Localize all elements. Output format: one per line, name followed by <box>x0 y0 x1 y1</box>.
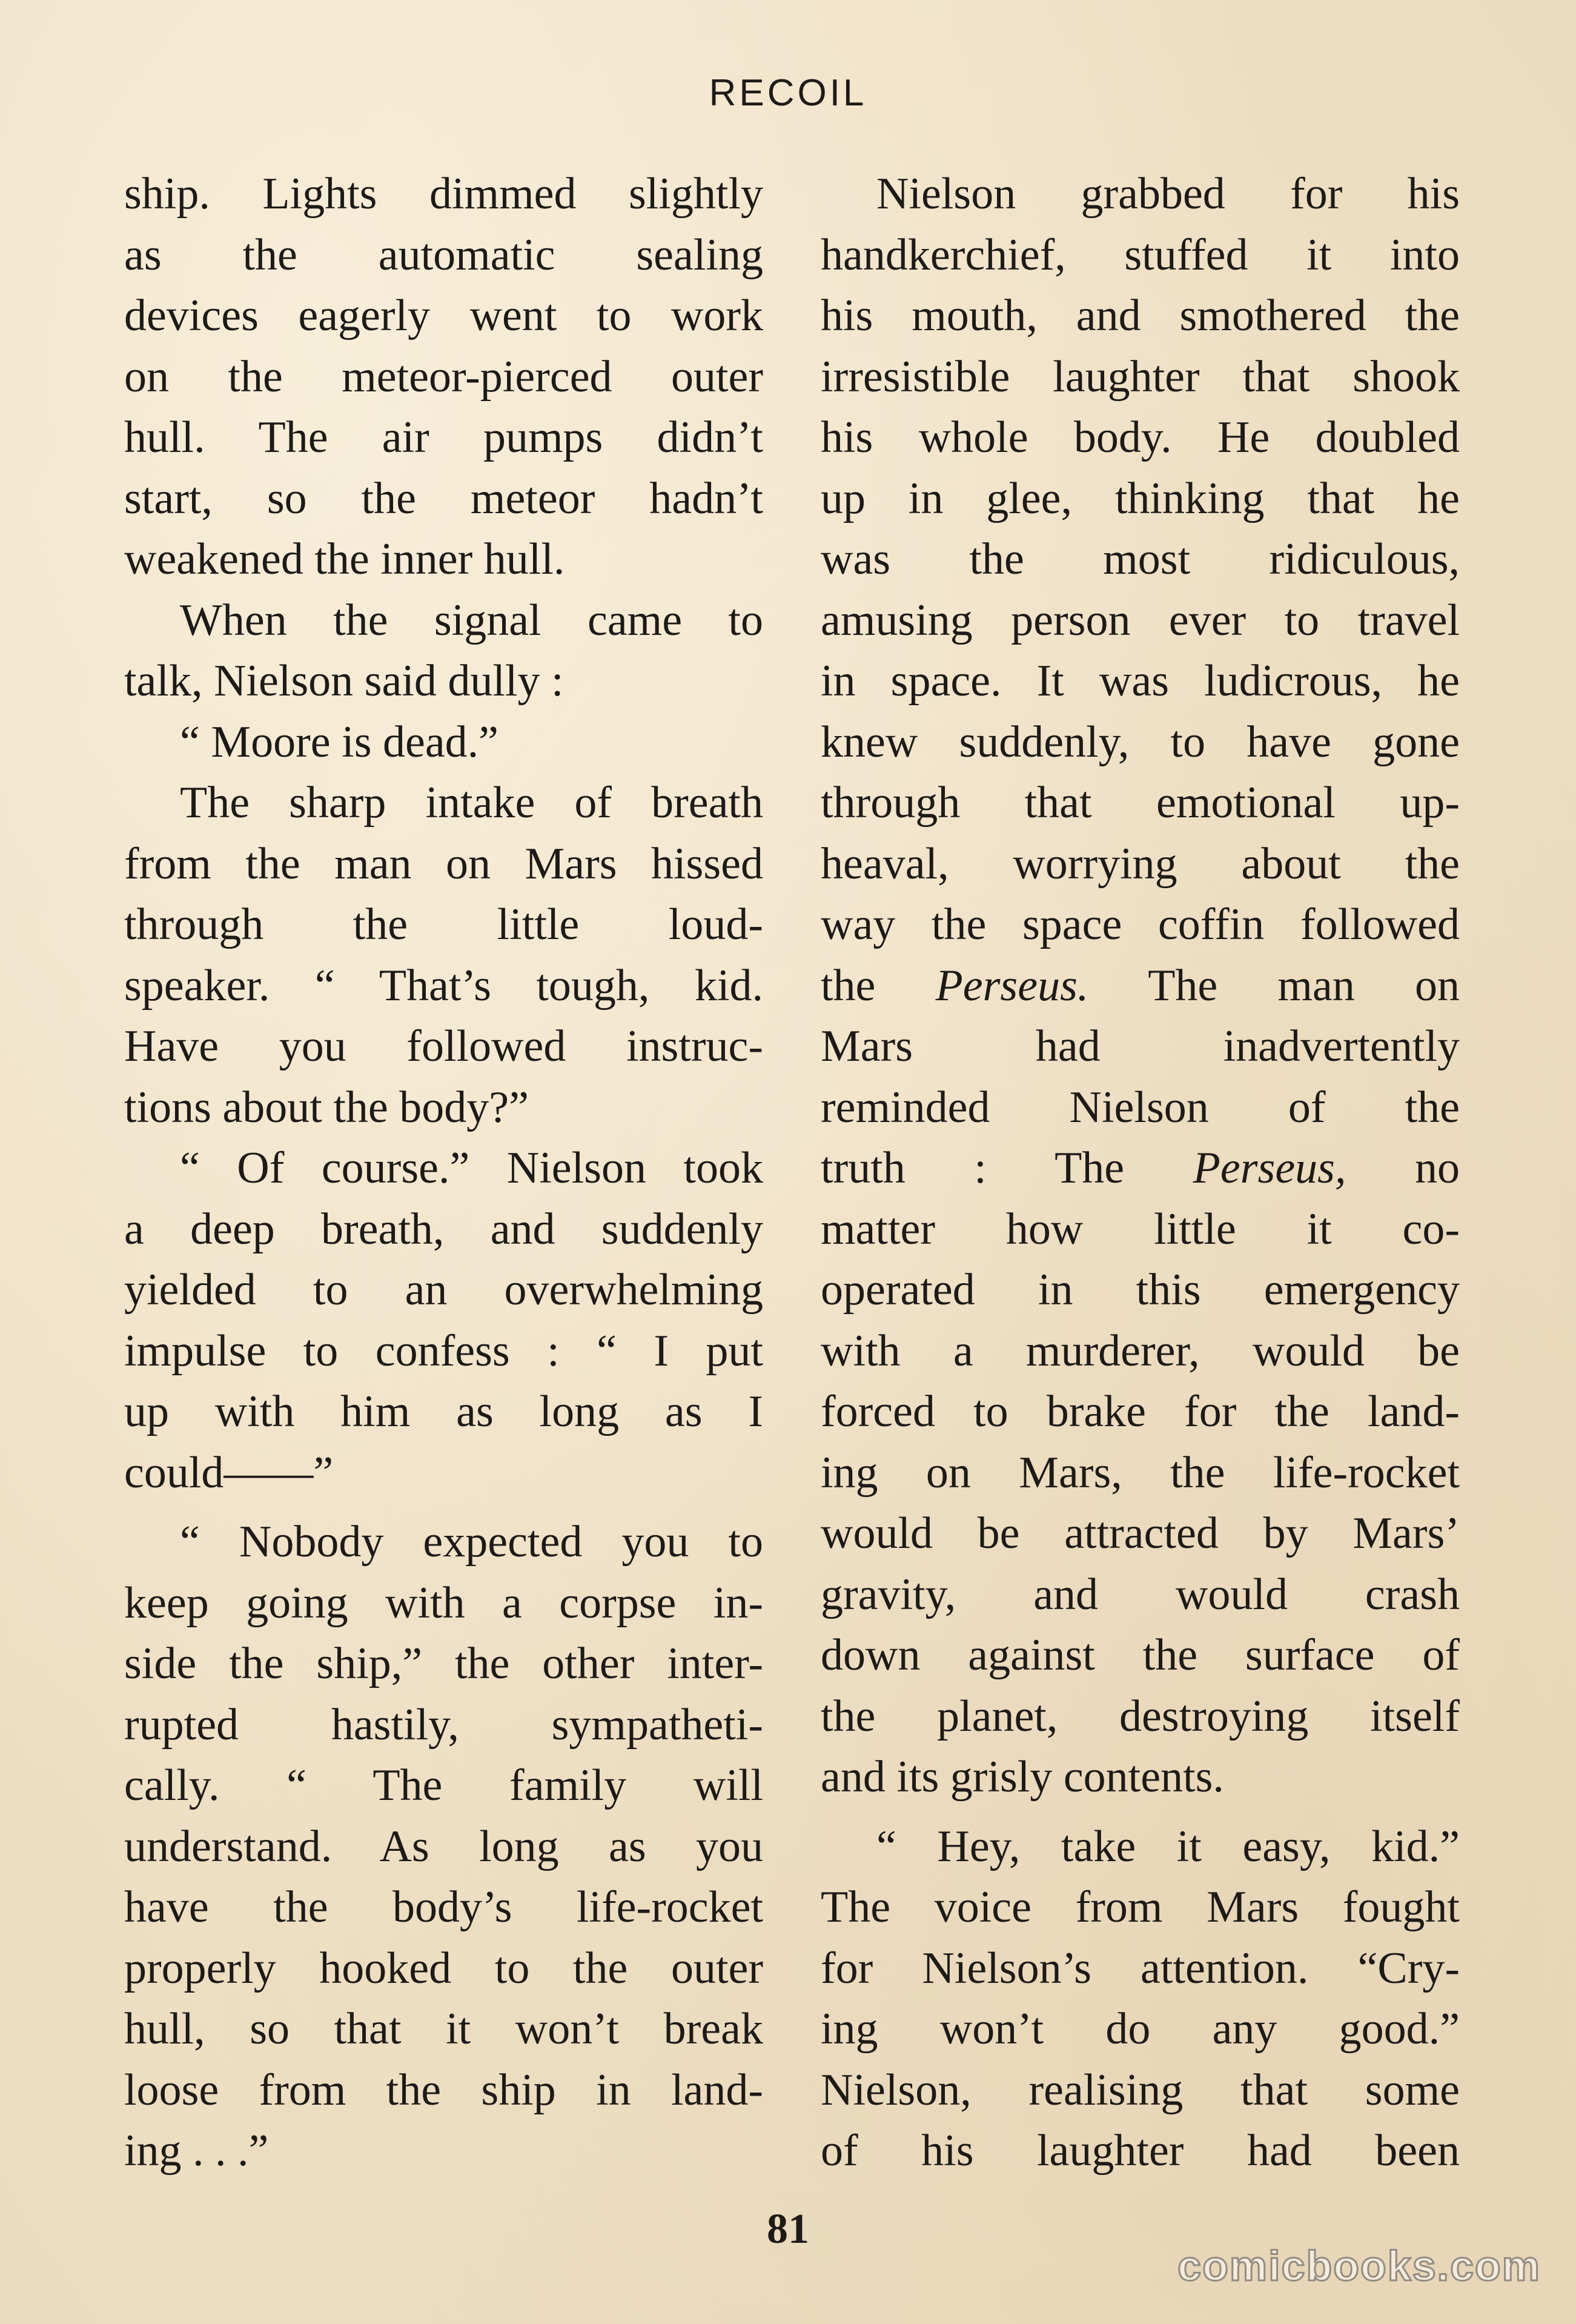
text-line: the Perseus. The man on <box>821 960 1460 1011</box>
text-line: and its grisly contents. <box>821 1752 1224 1802</box>
text-line: through the little loud- <box>124 900 763 949</box>
text-line: would be attracted by Mars’ <box>821 1509 1460 1558</box>
text-line: keep going with a corpse in- <box>124 1578 763 1628</box>
text-line: tions about the body?” <box>124 1082 529 1132</box>
text-line: properly hooked to the outer <box>124 1943 763 1993</box>
text-line: on the meteor-pierced outer <box>124 351 763 402</box>
text-line: weakened the inner hull. <box>124 534 565 584</box>
text-line: loose from the ship in land- <box>124 2065 763 2115</box>
text-line: his whole body. He doubled <box>821 413 1460 462</box>
text-line: as the automatic sealing <box>124 230 763 280</box>
left-text-column <box>124 164 763 2182</box>
text-line: Mars had inadvertently <box>821 1021 1460 1071</box>
text-line: devices eagerly went to work <box>124 291 763 340</box>
text-line: his mouth, and smothered the <box>821 291 1460 340</box>
watermark: comicbooks.com <box>1177 2242 1541 2289</box>
text-line: When the signal came to <box>180 595 763 645</box>
text-line: impulse to confess : “ I put <box>124 1326 763 1376</box>
text-line: ing . . .” <box>124 2126 269 2176</box>
text-line: knew suddenly, to have gone <box>821 717 1460 767</box>
text-line: rupted hastily, sympatheti- <box>124 1699 763 1750</box>
text-line: Nielson, realising that some <box>821 2065 1460 2115</box>
text-line: way the space coffin followed <box>821 900 1460 949</box>
running-head: RECOIL <box>709 72 867 114</box>
text-line: yielded to an overwhelming <box>124 1265 763 1315</box>
text-line: side the ship,” the other inter- <box>124 1639 763 1688</box>
text-line: ing won’t do any good.” <box>821 2004 1460 2054</box>
text-line: ing on Mars, the life-rocket <box>821 1447 1460 1498</box>
text-line: was the most ridiculous, <box>821 534 1460 584</box>
page-number: 81 <box>767 2206 809 2253</box>
text-line: hull, so that it won’t break <box>124 2004 763 2054</box>
text-line: a deep breath, and suddenly <box>124 1204 763 1254</box>
text-line: operated in this emergency <box>821 1265 1460 1315</box>
text-line: gravity, and would crash <box>821 1569 1460 1619</box>
text-line: up in glee, thinking that he <box>821 473 1460 523</box>
text-line: “ Hey, take it easy, kid.” <box>876 1821 1460 1871</box>
text-line: could——” <box>124 1447 334 1498</box>
text-line: amusing person ever to travel <box>821 595 1460 645</box>
text-line: understand. As long as you <box>124 1821 763 1871</box>
text-line: “ Of course.” Nielson took <box>180 1143 763 1193</box>
text-line: matter how little it co- <box>821 1204 1460 1254</box>
text-line: through that emotional up- <box>821 778 1460 828</box>
text-line: up with him as long as I <box>124 1387 763 1436</box>
text-line: cally. “ The family will <box>124 1761 763 1810</box>
right-text-column <box>821 164 1460 2182</box>
text-line: heaval, worrying about the <box>821 838 1460 889</box>
text-line: The voice from Mars fought <box>821 1882 1460 1932</box>
text-line: forced to brake for the land- <box>821 1387 1460 1436</box>
text-line: “ Moore is dead.” <box>180 717 499 767</box>
text-line: talk, Nielson said dully : <box>124 656 564 706</box>
text-line: reminded Nielson of the <box>821 1082 1460 1132</box>
text-line: have the body’s life-rocket <box>124 1882 763 1932</box>
text-line: handkerchief, stuffed it into <box>821 230 1460 280</box>
text-line: down against the surface of <box>821 1630 1460 1680</box>
text-line: with a murderer, would be <box>821 1326 1460 1376</box>
text-line: ship. Lights dimmed slightly <box>124 169 763 219</box>
text-line: Have you followed instruc- <box>124 1021 763 1071</box>
text-line: “ Nobody expected you to <box>180 1517 763 1567</box>
text-line: of his laughter had been <box>821 2126 1460 2176</box>
text-line: the planet, destroying itself <box>821 1691 1460 1741</box>
text-line: irresistible laughter that shook <box>821 351 1460 402</box>
text-line: in space. It was ludicrous, he <box>821 656 1460 706</box>
text-line: start, so the meteor hadn’t <box>124 473 763 523</box>
text-line: for Nielson’s attention. “Cry- <box>821 1943 1460 1993</box>
text-line: The sharp intake of breath <box>180 778 763 828</box>
text-line: hull. The air pumps didn’t <box>124 413 763 462</box>
text-line: from the man on Mars hissed <box>124 838 763 889</box>
text-line: Nielson grabbed for his <box>876 169 1460 219</box>
text-line: speaker. “ That’s tough, kid. <box>124 960 763 1011</box>
text-line: truth : The Perseus, no <box>821 1143 1460 1193</box>
